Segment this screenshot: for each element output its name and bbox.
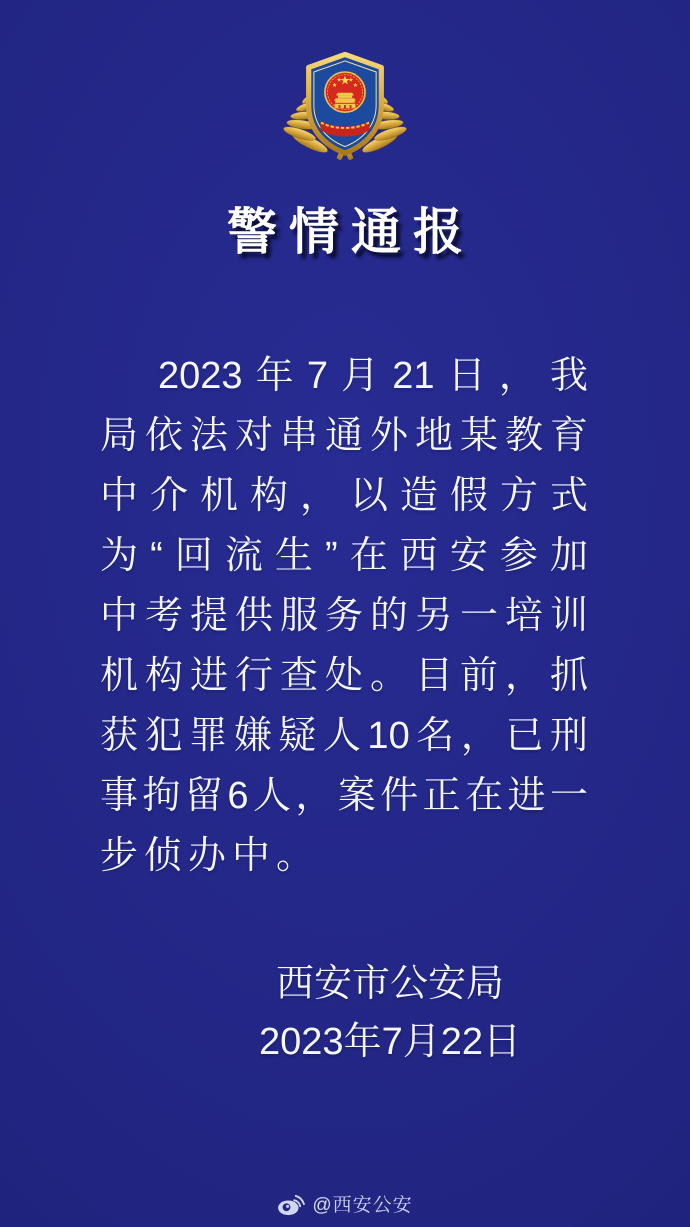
page-title: 警情通报 [227,204,475,260]
body-line: 为“回流生”在西安参加 [100,535,588,577]
watermark-handle: @西安公安 [312,1195,413,1216]
signature-agency: 西安市公安局 [275,963,504,1005]
body-line: 2023年7月21日，我 [158,355,588,397]
police-badge-icon [280,48,410,168]
body-line: 机构进行查处。目前，抓 [100,655,588,697]
police-badge-svg [280,48,410,168]
body-line: 中考提供服务的另一培训 [100,595,588,637]
watermark [0,1190,690,1217]
body-line: 中介机构，以造假方式 [100,475,588,517]
body-line: 步侦办中。 [100,835,321,877]
body-line: 局依法对串通外地某教育 [100,415,588,457]
body-line: 获犯罪嫌疑人10名，已刑 [100,715,588,757]
body-line: 事拘留6人，案件正在进一 [100,775,588,817]
signature-block [252,955,528,1071]
signature-date: 2023年7月22日 [259,1021,521,1063]
notice-body [100,346,588,886]
weibo-icon [277,1192,305,1216]
